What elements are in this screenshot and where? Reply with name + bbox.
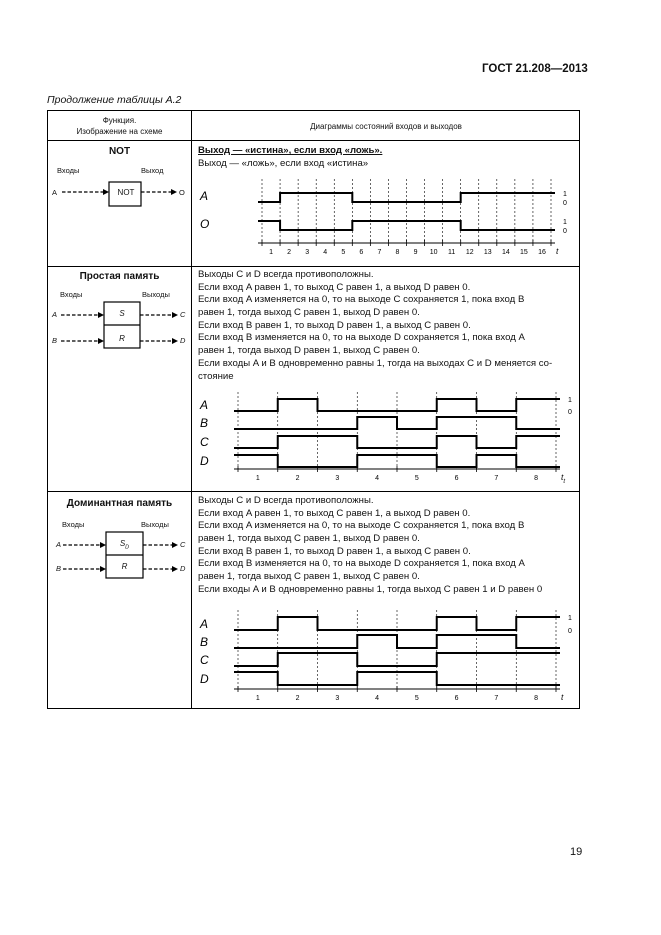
description-line: Если вход A изменяется на 0, то на выходе C сохраняется 1, пока вход B	[198, 520, 525, 532]
tick-label: 8	[395, 249, 400, 256]
tick-label: 2	[295, 475, 300, 482]
description-line: равен 1, тогда выход C равен 1, выход C равен 0.	[198, 571, 420, 583]
tick-label: 2	[287, 249, 292, 256]
tick-label: 9	[413, 249, 418, 256]
block-sd-label	[106, 539, 143, 551]
tick-label: 11	[448, 249, 456, 256]
tick-label: 13	[483, 249, 492, 256]
row-title-not: NOT	[108, 146, 131, 157]
description-line: Если вход A изменяется на 0, то на выходе C сохраняется 1, пока вход B	[198, 294, 525, 306]
tick-label: 3	[335, 695, 340, 702]
block-d-subscript: D	[125, 544, 130, 551]
inputs-label: Входы	[60, 290, 83, 299]
arrow-icon	[172, 566, 178, 572]
table-continuation: Продолжение таблицы А.2	[47, 94, 182, 106]
description-line: Если вход B равен 1, то выход D равен 1, а выход C равен 0.	[198, 545, 471, 557]
timing-diagram-simple-memory	[198, 382, 578, 489]
tick-label: 7	[494, 695, 499, 702]
level-label: 0	[563, 228, 567, 235]
description-line: Если входы A и B одновременно равны 1, тогда на выходах C и D меняется со-	[198, 357, 553, 369]
description-line: Если входы A и B одновременно равны 1, тогда выход C равен 1 и D равен 0	[198, 583, 543, 595]
timing-diagram-dominant-memory	[198, 598, 578, 703]
inputs-label: Входы	[57, 166, 80, 175]
tick-label: 5	[414, 695, 419, 702]
tick-label: 12	[465, 249, 474, 256]
description-line: равен 1, тогда выход C равен 1, выход D равен 0.	[198, 307, 420, 319]
signal-label: C	[200, 653, 209, 667]
level-label: 0	[568, 409, 572, 416]
level-label: 1	[568, 397, 572, 404]
description-line: Если вход B равен 1, то выход D равен 1, а выход C равен 0.	[198, 319, 471, 331]
inputs-label: Входы	[62, 520, 85, 529]
timing-diagram-not	[198, 175, 578, 263]
tick-label: 8	[534, 695, 539, 702]
tick-label: 1	[269, 249, 273, 256]
pin-a-label: A	[52, 310, 58, 319]
tick-label: 4	[375, 695, 380, 702]
tick-label: 6	[454, 695, 459, 702]
axis-label: t	[561, 692, 564, 702]
not-description	[198, 145, 578, 170]
tick-label: 2	[295, 695, 300, 702]
outputs-label: Выходы	[142, 290, 170, 299]
level-label: 0	[568, 628, 572, 635]
tick-label: 6	[359, 249, 364, 256]
description-line: стояние	[198, 370, 234, 382]
tick-label: 7	[377, 249, 382, 256]
tick-label: 14	[501, 249, 510, 256]
outputs-label: Выходы	[141, 520, 169, 529]
block-s-text: S	[119, 539, 126, 548]
axis-label-subscript: t	[563, 479, 566, 485]
signal-label: A	[200, 189, 209, 203]
description-line: Выходы C и D всегда противоположны.	[198, 269, 374, 280]
pin-b-label: B	[56, 564, 62, 573]
pin-d-label: D	[180, 336, 186, 345]
tick-label: 3	[305, 249, 310, 256]
col1-header-line: Изображение на схеме	[76, 127, 163, 136]
tick-label: 5	[414, 475, 419, 482]
pin-c-label: C	[180, 310, 186, 319]
pin-a-label: A	[56, 540, 62, 549]
description-line: равен 1, тогда выход D равен 1, выход C равен 0.	[198, 345, 420, 357]
standard-number: ГОСТ 21.208—2013	[482, 63, 588, 75]
tick-label: 16	[538, 249, 546, 256]
description-line: Выход — «ложь», если вход «истина»	[198, 157, 369, 169]
signal-label: C	[200, 435, 209, 449]
tick-label: 1	[255, 695, 260, 702]
pin-c-label: C	[180, 540, 186, 549]
signal-label: A	[200, 398, 209, 412]
col2-header: Диаграммы состояний входов и выходов	[310, 122, 462, 131]
row-title-dominant-memory: Доминантная память	[66, 498, 173, 509]
signal-waveform	[234, 417, 560, 429]
description-line: Выход — «истина», если вход «ложь».	[198, 145, 383, 156]
block-r-label: R	[119, 334, 125, 343]
simple-memory-description	[198, 269, 578, 383]
description-line: Если вход B изменяется на 0, то на выходе D сохраняется 1, пока вход A	[198, 332, 525, 344]
level-label: 1	[563, 219, 567, 226]
page-number: 19	[570, 846, 583, 858]
block-s-label: S	[119, 309, 125, 318]
tick-label: 5	[341, 249, 346, 256]
axis-label: $t_t$	[561, 472, 566, 485]
signal-label: O	[200, 217, 210, 231]
tick-label: 4	[323, 249, 328, 256]
outputs-label: Выход	[141, 166, 164, 175]
description-line: Если вход A равен 1, то выход C равен 1, а выход D равен 0.	[198, 507, 471, 519]
axis-label: t	[556, 246, 559, 256]
pin-a-label: A	[52, 188, 58, 197]
arrow-icon	[172, 542, 178, 548]
not-block-label: NOT	[117, 188, 135, 197]
tick-label: 4	[375, 475, 380, 482]
pin-o-label: O	[179, 188, 185, 197]
tick-label: 10	[429, 249, 438, 256]
signal-label: B	[200, 416, 209, 430]
level-label: 0	[563, 200, 567, 207]
signal-waveform	[234, 635, 560, 648]
tick-label: 3	[335, 475, 340, 482]
tick-label: 7	[494, 475, 499, 482]
logic-table	[47, 110, 580, 709]
tick-label: 6	[454, 475, 459, 482]
description-line: Если вход B изменяется на 0, то на выходе D сохраняется 1, пока вход A	[198, 558, 525, 570]
description-line: Выходы C и D всегда противоположны.	[198, 495, 374, 506]
tick-label: 8	[534, 475, 539, 482]
pin-d-label: D	[180, 564, 186, 573]
signal-label: A	[200, 617, 209, 631]
level-label: 1	[563, 191, 567, 198]
signal-label: D	[200, 672, 209, 686]
col1-header-line: Функция.	[102, 116, 137, 125]
block-r-label: R	[121, 562, 128, 571]
tick-label: 15	[520, 249, 528, 256]
tick-label: 1	[255, 475, 260, 482]
dominant-memory-symbol	[48, 111, 191, 710]
level-label: 1	[568, 615, 572, 622]
dominant-memory-description	[198, 495, 578, 597]
signal-label: B	[200, 635, 209, 649]
description-line: равен 1, тогда выход C равен 1, выход D равен 0.	[198, 533, 420, 545]
description-line: Если вход A равен 1, то выход C равен 1, а выход D равен 0.	[198, 281, 471, 293]
signal-label: D	[200, 454, 209, 468]
pin-b-label: B	[52, 336, 58, 345]
row-title-simple-memory: Простая память	[79, 271, 160, 282]
column-divider	[191, 111, 192, 708]
